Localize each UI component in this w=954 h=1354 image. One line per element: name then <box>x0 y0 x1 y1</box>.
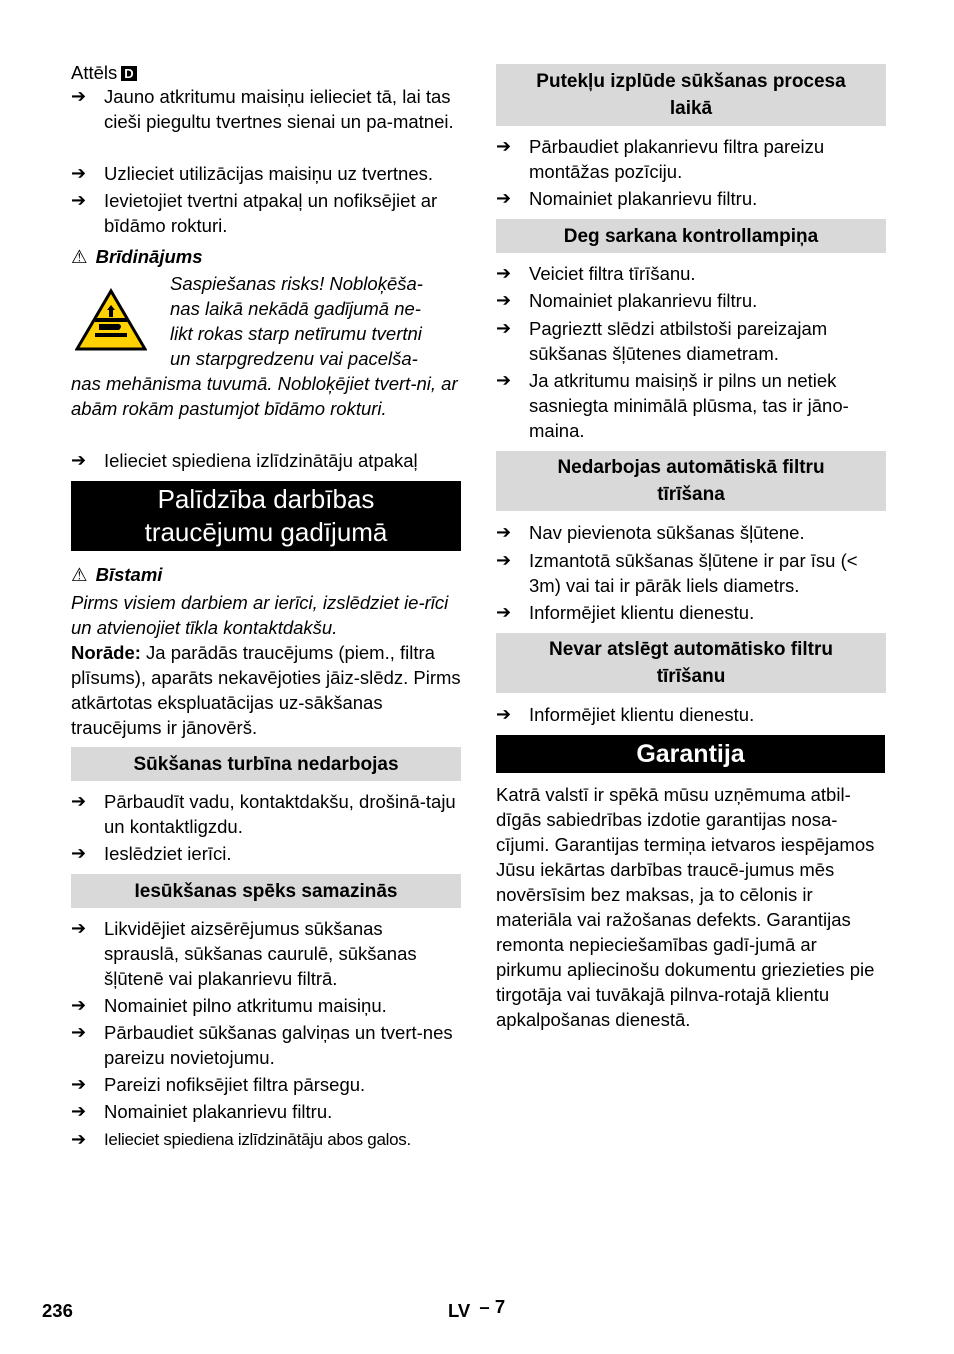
list-item: ➔ Nav pievienota sūkšanas šļūtene. <box>496 522 805 543</box>
figure-reference <box>71 60 137 85</box>
warning-triangle-icon: ⚠ <box>71 564 88 585</box>
arrow-right-icon: ➔ <box>496 370 512 390</box>
list-item: ➔ Izmantotā sūkšanas šļūtene ir par īsu (< 3m) vai tai ir pārāk liels diametrs. <box>496 550 858 596</box>
arrow-right-icon: ➔ <box>496 290 512 310</box>
list-item: ➔ Nomainiet plakanrievu filtru. <box>496 188 758 209</box>
guarantee-text: Katrā valstī ir spēkā mūsu uzņēmuma atbil-dīgās sabiedrības izdotie garantijas nosa-cījumi. Garantijas termiņa ietvaros iespējamos Jūsu iekārtas darbības traucē-jumus mēs novērsīsim bez maksas, ja to cēlonis ir materiāla vai ražošanas defekts. Garantijas remonta nepieciešamības gadī-jumā ar pirkumu apliecinošu dokumentu griezieties pie tirgotāja vai tuvākajā pilnva-rotajā klientu apkalpošanas dienestā. <box>496 784 875 1030</box>
figure-label: Attēls <box>71 62 118 83</box>
subsection-heading: Iesūkšanas spēks samazinās <box>71 874 461 908</box>
page-number: 236 <box>42 1300 73 1321</box>
list-item: ➔ Pārbaudiet sūkšanas galviņas un tvert-nes pareizu novietojumu. <box>71 1022 453 1068</box>
list-item: ➔ Veiciet filtra tīrīšanu. <box>496 263 696 284</box>
arrow-right-icon: ➔ <box>496 704 512 724</box>
subsection-heading: Putekļu izplūde sūkšanas procesa laikā <box>496 64 886 126</box>
arrow-right-icon: ➔ <box>496 136 512 156</box>
list-item: ➔ Ieslēdziet ierīci. <box>71 843 232 864</box>
arrow-right-icon: ➔ <box>71 995 87 1015</box>
list-item: ➔ Nomainiet pilno atkritumu maisiņu. <box>71 995 387 1016</box>
arrow-right-icon: ➔ <box>71 843 87 863</box>
footer-lang: LV – 7 <box>448 1296 506 1321</box>
list-item: ➔ Pareizi nofiksējiet filtra pārsegu. <box>71 1074 366 1095</box>
warning-text-full: nas mehānisma tuvumā. Nobloķējiet tvert-ni, ar abām rokām pastumjot bīdāmo rokturi. <box>71 373 458 419</box>
warning-text-right: Saspiešanas risks! Nobloķēša- nas laikā nekādā gadījumā ne- likt rokas starp netīrumu tvertni un starpgredzenu vai pacelša- <box>170 273 423 369</box>
arrow-right-icon: ➔ <box>71 791 87 811</box>
arrow-right-icon: ➔ <box>71 163 87 183</box>
arrow-right-icon: ➔ <box>71 1129 86 1149</box>
note-label: Norāde: <box>71 642 141 663</box>
arrow-right-icon: ➔ <box>496 318 512 338</box>
subsection-heading: Nedarbojas automātiskā filtru tīrīšana <box>496 451 886 511</box>
arrow-right-icon: ➔ <box>71 190 87 210</box>
list-item: ➔ Pārbaudiet plakanrievu filtra pareizu montāžas pozīciju. <box>496 136 825 182</box>
list-item: ➔ Pārbaudīt vadu, kontaktdakšu, drošinā-taju un kontaktligzdu. <box>71 791 456 837</box>
list-item: ➔ Nomainiet plakanrievu filtru. <box>496 290 758 311</box>
arrow-right-icon: ➔ <box>71 1101 87 1121</box>
arrow-right-icon: ➔ <box>496 188 512 208</box>
subsection-heading: Deg sarkana kontrollampiņa <box>496 219 886 253</box>
list-item: ➔ Ja atkritumu maisiņš ir pilns un netiek sasniegta minimālā plūsma, tas ir jāno-maina. <box>496 370 849 441</box>
list-item: ➔ Ielieciet spiediena izlīdzinātāju abos galos. <box>71 1127 461 1152</box>
list-item: ➔ Nomainiet plakanrievu filtru. <box>71 1101 333 1122</box>
arrow-right-icon: ➔ <box>71 450 87 470</box>
list-item: ➔ Informējiet klientu dienestu. <box>496 602 755 623</box>
arrow-right-icon: ➔ <box>71 918 87 938</box>
arrow-right-icon: ➔ <box>496 263 512 283</box>
list-item: ➔ Ielieciet spiediena izlīdzinātāju atpakaļ <box>71 450 418 471</box>
list-item: ➔ Likvidējiet aizsērējumus sūkšanas sprauslā, sūkšanas caurulē, sūkšanas šļūtenē vai plakanrievu filtrā. <box>71 918 417 989</box>
danger-heading: ⚠ Bīstami <box>71 564 163 585</box>
arrow-right-icon: ➔ <box>496 550 512 570</box>
note-paragraph: Norāde: Ja parādās traucējums (piem., filtra plīsums), aparāts nekavējoties jāiz-slēdz. Pirms atkārtotas ekspluatācijas uz-sākšanas traucējums ir jānovērš. <box>71 642 461 738</box>
section-heading-troubleshooting: Palīdzība darbības traucējumu gadījumā <box>71 481 461 551</box>
subsection-heading: Nevar atslēgt automātisko filtru tīrīšanu <box>496 633 886 693</box>
list-item: ➔ Ievietojiet tvertni atpakaļ un nofiksējiet ar bīdāmo rokturi. <box>71 190 438 236</box>
danger-text: Pirms visiem darbiem ar ierīci, izslēdziet ie-rīci un atvienojiet tīkla kontaktdakšu. <box>71 592 449 638</box>
figure-badge: D <box>121 66 136 81</box>
subsection-heading: Sūkšanas turbīna nedarbojas <box>71 747 461 781</box>
list-item: ➔ Informējiet klientu dienestu. <box>496 704 755 725</box>
hand-crush-hazard-icon <box>75 288 147 352</box>
warning-triangle-icon: ⚠ <box>71 246 88 267</box>
arrow-right-icon: ➔ <box>496 602 512 622</box>
section-heading-guarantee: Garantija <box>496 735 885 773</box>
list-item: ➔ Uzlieciet utilizācijas maisiņu uz tvertnes. <box>71 163 434 184</box>
arrow-right-icon: ➔ <box>71 1022 87 1042</box>
arrow-right-icon: ➔ <box>71 1074 87 1094</box>
arrow-right-icon: ➔ <box>496 522 512 542</box>
arrow-right-icon: ➔ <box>71 86 87 106</box>
list-item: ➔ Jauno atkritumu maisiņu ielieciet tā, lai tas cieši piegultu tvertnes sienai un pa-matnei. <box>71 86 454 132</box>
warning-heading: ⚠ Brīdinājums <box>71 246 203 267</box>
list-item: ➔ Pagrieztt slēdzi atbilstoši pareizajam sūkšanas šļūtenes diametram. <box>496 318 828 364</box>
